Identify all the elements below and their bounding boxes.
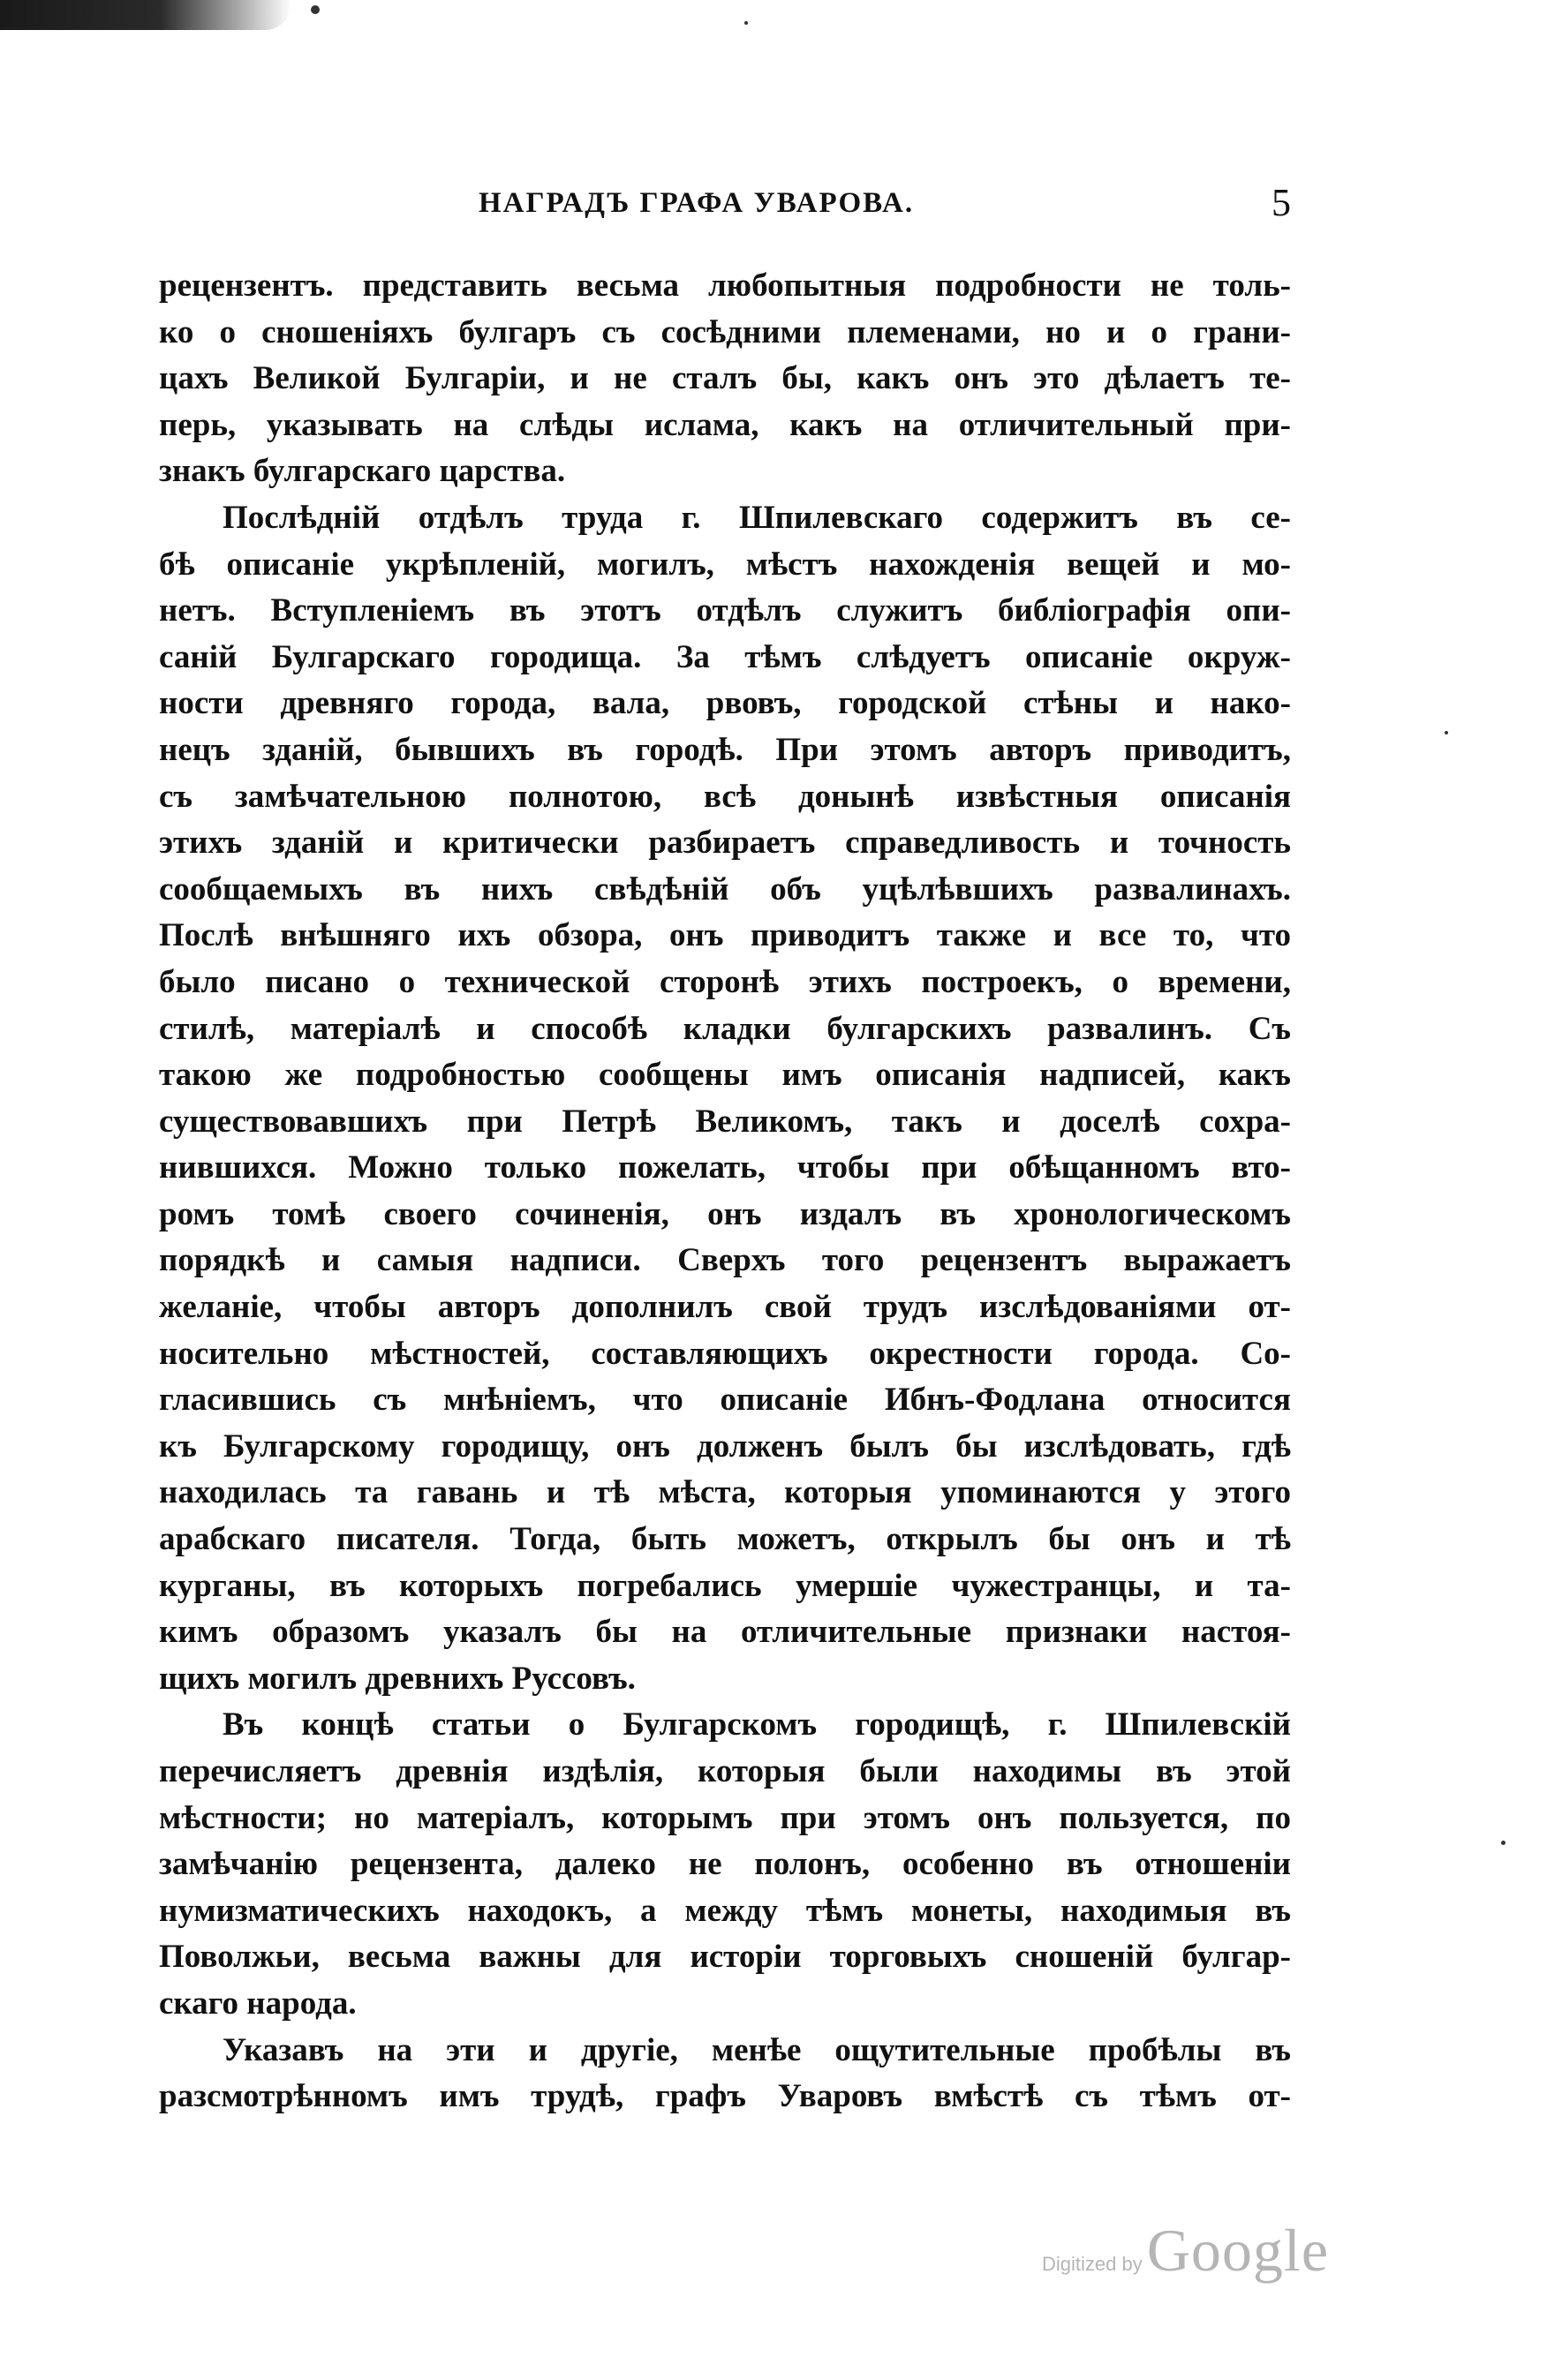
text-line: перечисляетъ древнія издѣлія, которыя были находимы въ этой [159,1753,1291,1789]
text-line: Послѣдній отдѣлъ труда г. Шпилевскаго содержитъ въ се- [223,499,1291,536]
scan-speck [311,5,320,14]
text-line: Въ концѣ статьи о Булгарскомъ городищѣ, г. Шпилевскій [223,1706,1291,1744]
text-line: курганы, въ которыхъ погребались умершіе чужестранцы, и та- [159,1567,1291,1604]
text-line: къ Булгарскому городищу, онъ долженъ былъ бы изслѣдовать, гдѣ [159,1427,1291,1465]
text-line: мѣстности; но матеріалъ, которымъ при этомъ онъ пользуется, по [159,1799,1291,1836]
text-line: стилѣ, матеріалѣ и способѣ кладки булгарскихъ развалинъ. Съ [159,1010,1291,1047]
text-line: ности древняго города, вала, рвовъ, городской стѣны и нако- [159,685,1291,722]
text-line: ромъ томѣ своего сочиненія, онъ издалъ въ хронологическомъ [159,1195,1291,1232]
text-line: замѣчанію рецензента, далеко не полонъ, особенно въ отношеніи [159,1846,1291,1883]
text-line: нившихся. Можно только пожелать, чтобы при обѣщанномъ вто- [159,1149,1291,1186]
text-line: находилась та гавань и тѣ мѣста, которыя упоминаются у этого [159,1474,1291,1511]
text-line: нецъ зданій, бывшихъ въ городѣ. При этомъ авторъ приводитъ, [159,731,1291,768]
text-line: существовавшихъ при Петрѣ Великомъ, такъ и доселѣ сохра- [159,1103,1291,1140]
body-text [159,263,1291,2120]
page-header [159,181,1291,231]
text-line: саній Булгарскаго городища. За тѣмъ слѣдуетъ описаніе окруж- [159,638,1291,675]
text-line: съ замѣчательною полнотою, всѣ донынѣ извѣстныя описанія [159,778,1291,815]
text-line: знакъ булгарскаго царства. [159,453,566,490]
text-line: Указавъ на эти и другіе, менѣе ощутительные пробѣлы въ [223,2031,1291,2068]
text-line: Поволжьи, весьма важны для исторіи торговыхъ сношеній булгар- [159,1939,1291,1976]
scan-speck [744,21,748,25]
text-line: нетъ. Вступленіемъ въ этотъ отдѣлъ служитъ библіографія опи- [159,592,1291,629]
scan-speck [1445,731,1448,734]
running-head: НАГРАДЪ ГРАФА УВАРОВА. [479,187,915,219]
text-line: перь, указывать на слѣды ислама, какъ на отличительный при- [159,406,1291,443]
text-line: было писано о технической сторонѣ этихъ построекъ, о времени, [159,963,1291,1000]
text-line: рецензентъ. представить весьма любопытныя подробности не толь- [159,267,1291,304]
text-line: кимъ образомъ указалъ бы на отличительные признаки настоя- [159,1614,1291,1651]
scan-speck [1501,1841,1505,1845]
text-line: порядкѣ и самыя надписи. Сверхъ того рецензентъ выражаетъ [159,1242,1291,1279]
scan-smudge [0,0,291,30]
text-line: бѣ описаніе укрѣпленій, могилъ, мѣстъ нахожденія вещей и мо- [159,546,1291,583]
text-line: желаніе, чтобы авторъ дополнилъ свой трудъ изслѣдованіями от- [159,1289,1291,1326]
text-line: разсмотрѣнномъ имъ трудѣ, графъ Уваровъ вмѣстѣ съ тѣмъ от- [159,2078,1291,2115]
text-line: нумизматическихъ находокъ, а между тѣмъ монеты, находимыя въ [159,1892,1291,1929]
text-line: щихъ могилъ древнихъ Руссовъ. [159,1660,636,1697]
watermark-prefix: Digitized by [1042,2253,1143,2275]
text-line: такою же подробностью сообщены имъ описанія надписей, какъ [159,1057,1291,1094]
text-line: гласившись съ мнѣніемъ, что описаніе Ибнъ-Фодлана относится [159,1382,1291,1419]
text-line: этихъ зданій и критически разбираетъ справедливость и точность [159,825,1291,862]
text-line: скаго народа. [159,1985,357,2022]
text-line: цахъ Великой Булгаріи, и не сталъ бы, какъ онъ это дѣлаетъ те- [159,360,1291,397]
page-number: 5 [1272,181,1291,224]
digitized-watermark [1042,2216,1329,2286]
text-line: носительно мѣстностей, составляющихъ окрестности города. Со- [159,1335,1291,1372]
text-line: ко о сношеніяхъ булгаръ съ сосѣдними племенами, но и о грани- [159,313,1291,350]
google-logo: Google [1146,2217,1329,2284]
text-line: арабскаго писателя. Тогда, быть можетъ, открылъ бы онъ и тѣ [159,1521,1291,1558]
text-line: Послѣ внѣшняго ихъ обзора, онъ приводитъ также и все то, что [159,917,1291,954]
text-line: сообщаемыхъ въ нихъ свѣдѣній объ уцѣлѣвшихъ развалинахъ. [159,870,1291,908]
